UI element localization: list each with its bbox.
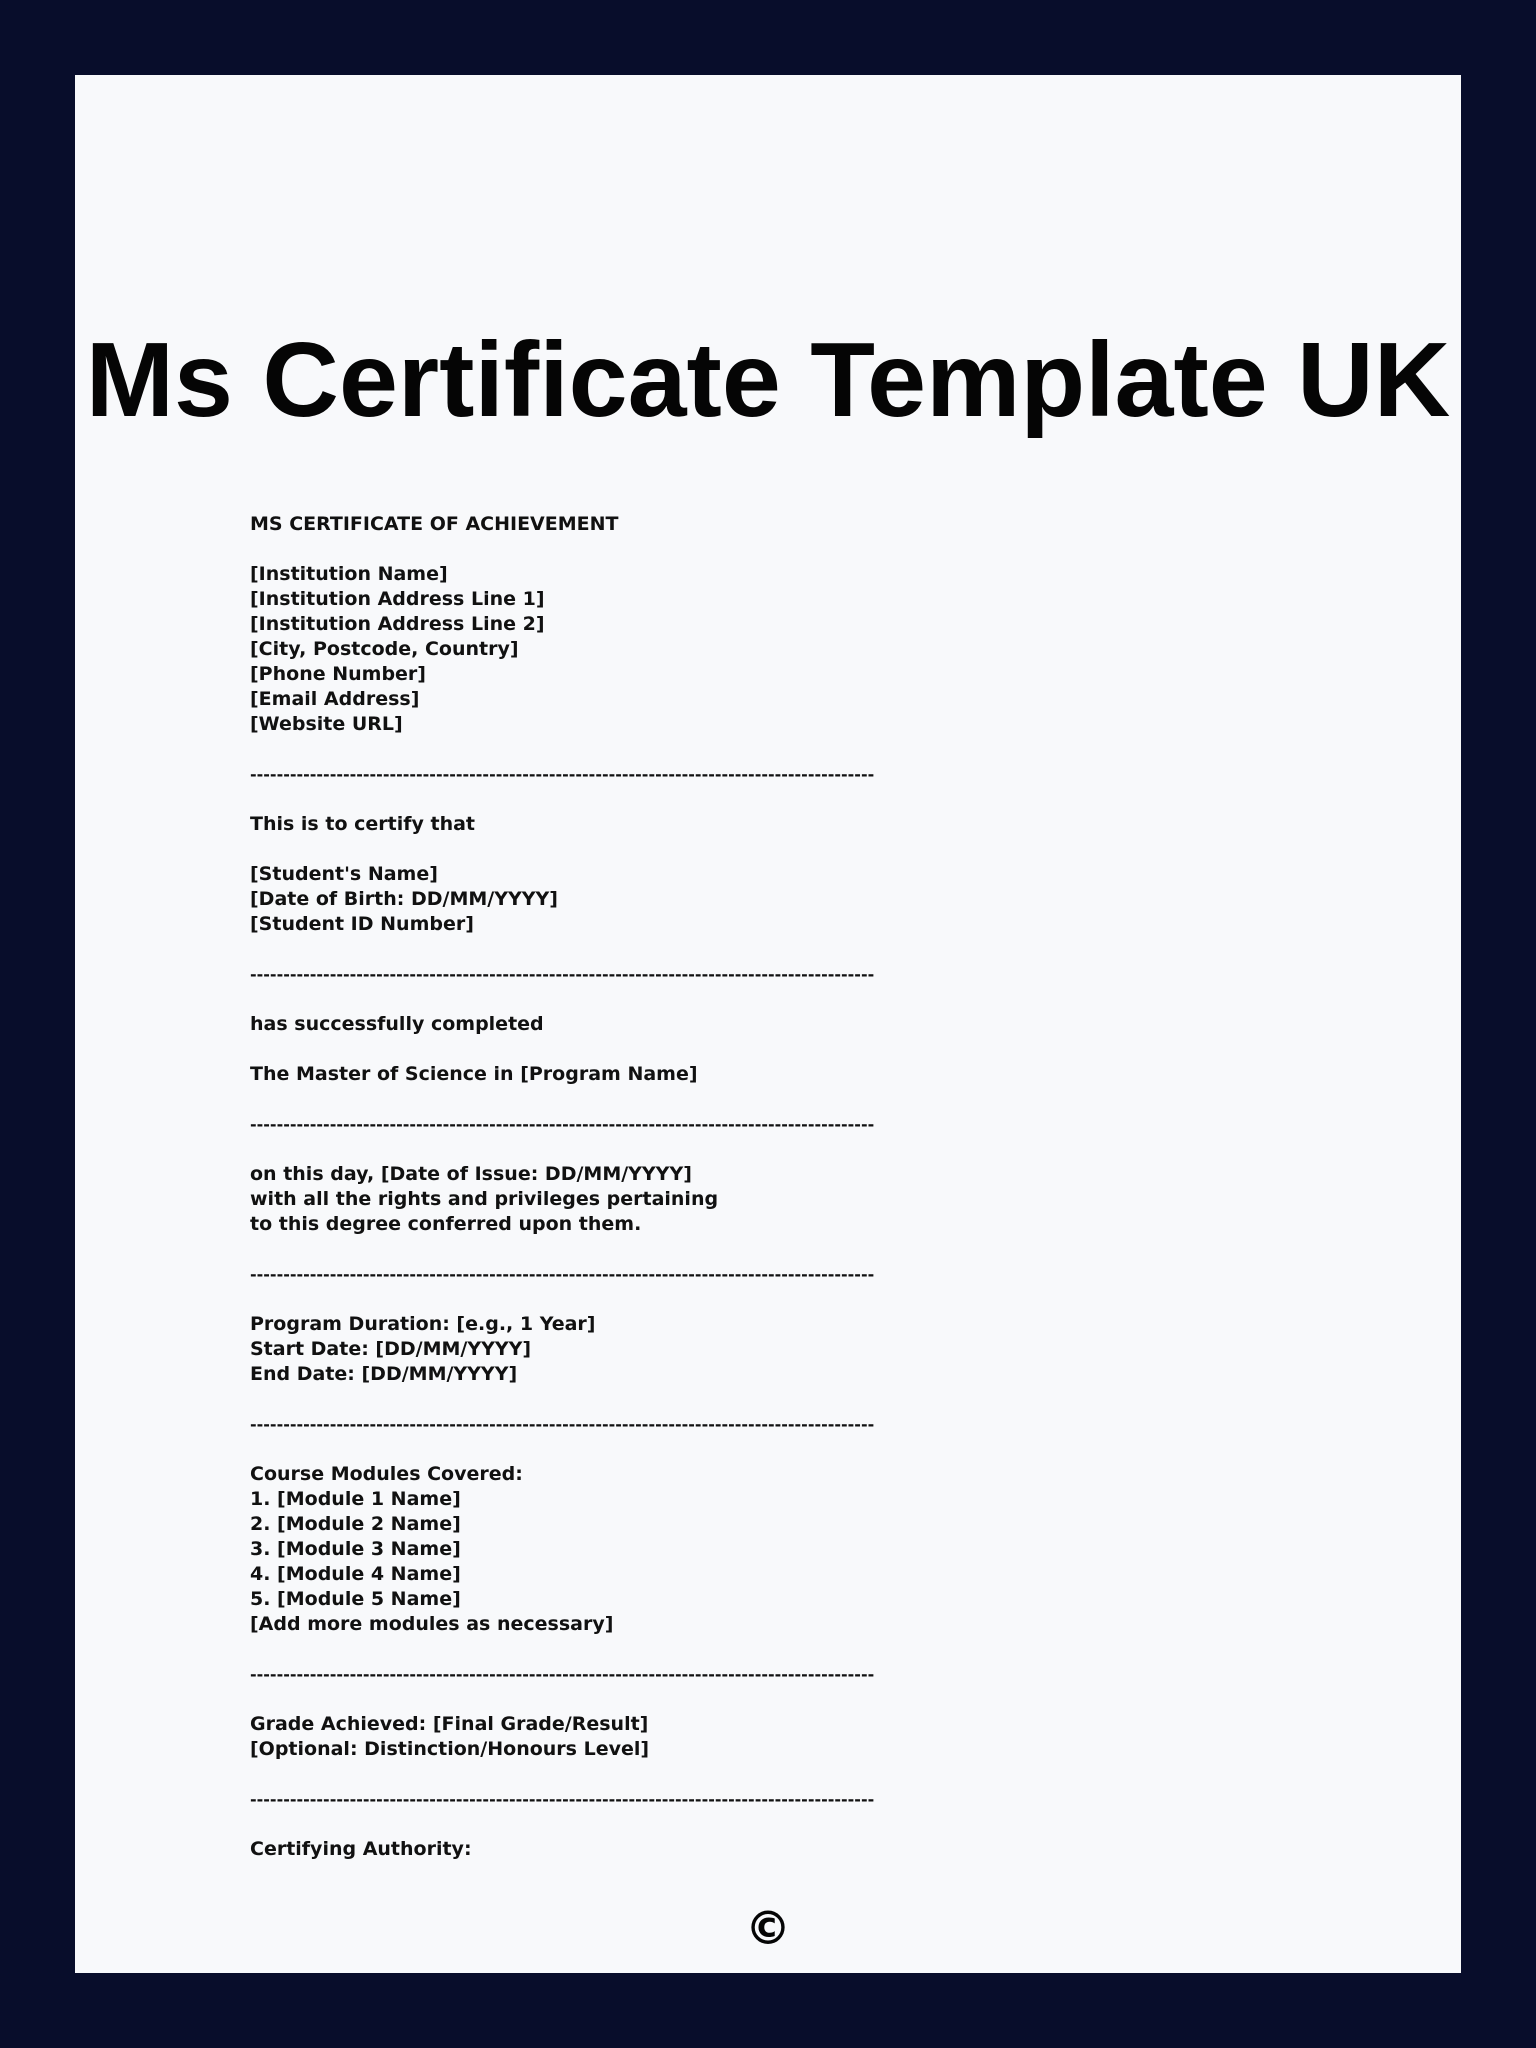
spacer bbox=[250, 1237, 1150, 1262]
spacer bbox=[250, 837, 1150, 862]
divider: ---------------------------------------------------------------------------------------------- bbox=[250, 965, 875, 984]
spacer bbox=[250, 1687, 1150, 1712]
student-name: [Student's Name] bbox=[250, 863, 438, 885]
copyright-icon: © bbox=[745, 1901, 791, 1955]
spacer bbox=[250, 737, 1150, 762]
divider: ---------------------------------------------------------------------------------------------- bbox=[250, 1790, 875, 1809]
divider: ---------------------------------------------------------------------------------------------- bbox=[250, 1415, 875, 1434]
spacer bbox=[250, 1812, 1150, 1837]
certificate-body bbox=[250, 512, 1150, 1862]
spacer bbox=[250, 1637, 1150, 1662]
completed-text: has successfully completed bbox=[250, 1013, 544, 1035]
spacer bbox=[250, 1137, 1150, 1162]
module-item: 1. [Module 1 Name] bbox=[250, 1488, 461, 1510]
module-item: 2. [Module 2 Name] bbox=[250, 1513, 461, 1535]
divider: ---------------------------------------------------------------------------------------------- bbox=[250, 1115, 875, 1134]
module-item: 5. [Module 5 Name] bbox=[250, 1588, 461, 1610]
grade-achieved: Grade Achieved: [Final Grade/Result] bbox=[250, 1713, 649, 1735]
institution-city-postcode-country: [City, Postcode, Country] bbox=[250, 638, 519, 660]
spacer bbox=[250, 937, 1150, 962]
issue-line-3: to this degree conferred upon them. bbox=[250, 1213, 642, 1235]
modules-more: [Add more modules as necessary] bbox=[250, 1613, 614, 1635]
spacer bbox=[250, 1762, 1150, 1787]
institution-address-line-2: [Institution Address Line 2] bbox=[250, 613, 545, 635]
institution-phone: [Phone Number] bbox=[250, 663, 426, 685]
spacer bbox=[250, 1087, 1150, 1112]
divider: ---------------------------------------------------------------------------------------------- bbox=[250, 765, 875, 784]
program-text: The Master of Science in [Program Name] bbox=[250, 1063, 698, 1085]
spacer bbox=[250, 987, 1150, 1012]
page-title: Ms Certificate Template UK bbox=[85, 321, 1451, 439]
institution-name: [Institution Name] bbox=[250, 563, 448, 585]
certify-intro: This is to certify that bbox=[250, 813, 476, 835]
program-duration: Program Duration: [e.g., 1 Year] bbox=[250, 1313, 596, 1335]
divider: ---------------------------------------------------------------------------------------------- bbox=[250, 1265, 875, 1284]
modules-heading: Course Modules Covered: bbox=[250, 1463, 523, 1485]
spacer bbox=[250, 1387, 1150, 1412]
program-end-date: End Date: [DD/MM/YYYY] bbox=[250, 1363, 518, 1385]
module-item: 4. [Module 4 Name] bbox=[250, 1563, 461, 1585]
institution-website: [Website URL] bbox=[250, 713, 403, 735]
divider: ---------------------------------------------------------------------------------------------- bbox=[250, 1665, 875, 1684]
module-item: 3. [Module 3 Name] bbox=[250, 1538, 461, 1560]
student-dob: [Date of Birth: DD/MM/YYYY] bbox=[250, 888, 558, 910]
issue-line-1: on this day, [Date of Issue: DD/MM/YYYY] bbox=[250, 1163, 692, 1185]
institution-address-line-1: [Institution Address Line 1] bbox=[250, 588, 545, 610]
student-id: [Student ID Number] bbox=[250, 913, 474, 935]
spacer bbox=[250, 787, 1150, 812]
spacer bbox=[250, 1287, 1150, 1312]
grade-optional: [Optional: Distinction/Honours Level] bbox=[250, 1738, 650, 1760]
spacer bbox=[250, 1037, 1150, 1062]
program-start-date: Start Date: [DD/MM/YYYY] bbox=[250, 1338, 532, 1360]
institution-email: [Email Address] bbox=[250, 688, 420, 710]
certificate-heading: MS CERTIFICATE OF ACHIEVEMENT bbox=[250, 513, 619, 535]
issue-line-2: with all the rights and privileges pertaining bbox=[250, 1188, 719, 1210]
certificate-page bbox=[75, 75, 1461, 1973]
spacer bbox=[250, 1437, 1150, 1462]
certifying-authority: Certifying Authority: bbox=[250, 1838, 472, 1860]
spacer bbox=[250, 537, 1150, 562]
